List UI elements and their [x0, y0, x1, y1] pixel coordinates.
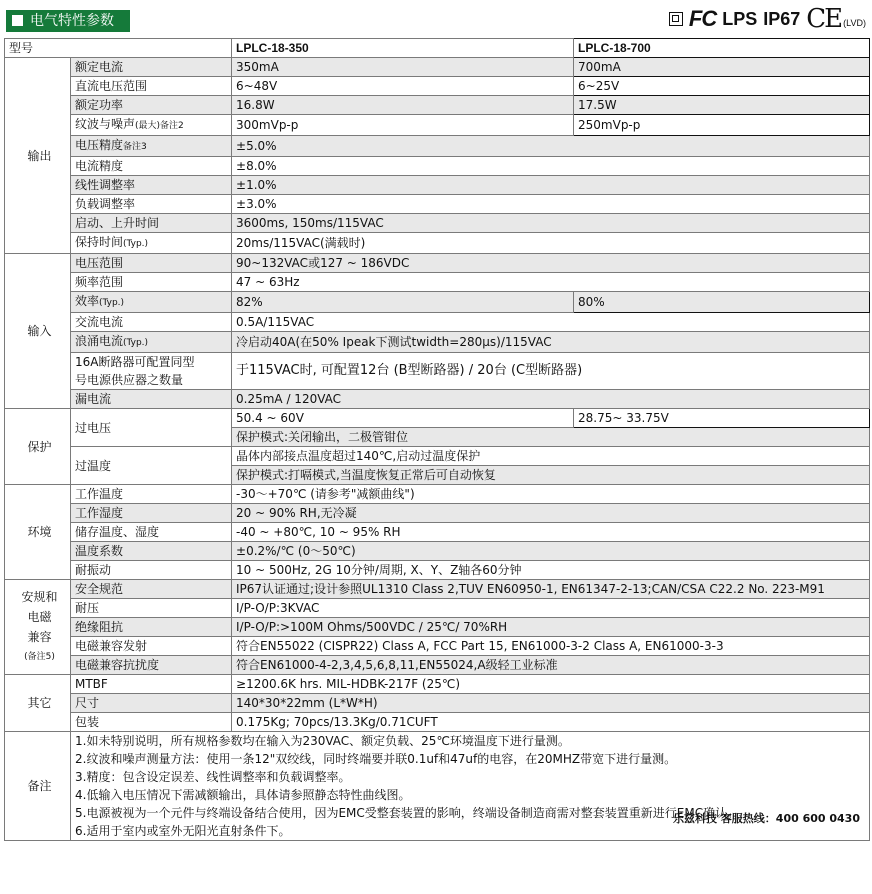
table-row: [5, 485, 870, 504]
row-value: 90~132VAC或127 ~ 186VDC: [232, 254, 870, 273]
table-row: [5, 656, 870, 675]
table-row: [5, 637, 870, 656]
table-row: [5, 618, 870, 637]
group-notes: 备注: [5, 732, 71, 841]
group-other: 其它: [5, 675, 71, 732]
row-value: I/P-O/P:>100M Ohms/500VDC / 25℃/ 70%RH: [232, 618, 870, 637]
table-row: [5, 96, 870, 115]
row-value: 于115VAC时, 可配置12台 (B型断路器) / 20台 (C型断路器): [232, 353, 870, 390]
table-row: [5, 542, 870, 561]
table-row: [5, 157, 870, 176]
model-label: 型号: [5, 39, 232, 58]
row-value: 保护模式:打嗝模式,当温度恢复正常后可自动恢复: [232, 466, 870, 485]
row-label: 电压精度备注3: [71, 136, 232, 157]
group-output: 输出: [5, 58, 71, 254]
row-value: ≥1200.6K hrs. MIL-HDBK-217F (25℃): [232, 675, 870, 694]
lvd-mark: (LVD): [843, 18, 866, 28]
row-label: 频率范围: [71, 273, 232, 292]
row-value: ±0.2%/℃ (0～50℃): [232, 542, 870, 561]
double-insulation-icon: [669, 12, 683, 26]
row-label: 启动、上升时间: [71, 214, 232, 233]
row-label: 交流电流: [71, 313, 232, 332]
table-row: [5, 58, 870, 77]
table-row: [5, 713, 870, 732]
row-value-b: 17.5W: [574, 96, 870, 115]
row-value-a: 300mVp-p: [232, 115, 574, 136]
table-row: [5, 273, 870, 292]
row-label: 安全规范: [71, 580, 232, 599]
lps-mark: LPS: [722, 8, 758, 29]
row-label: 尺寸: [71, 694, 232, 713]
row-value-a: 6~48V: [232, 77, 574, 96]
row-value: 0.5A/115VAC: [232, 313, 870, 332]
row-value: 符合EN55022 (CISPR22) Class A, FCC Part 15, EN61000-3-2 Class A, EN61000-3-3: [232, 637, 870, 656]
row-label: 电磁兼容抗扰度: [71, 656, 232, 675]
table-row: [5, 313, 870, 332]
row-value: -40 ~ +80℃, 10 ~ 95% RH: [232, 523, 870, 542]
row-value: 47 ~ 63Hz: [232, 273, 870, 292]
row-label: 过温度: [71, 447, 232, 485]
row-label: 保持时间(Typ.): [71, 233, 232, 254]
table-row: [5, 77, 870, 96]
row-label: 纹波与噪声(最大)备注2: [71, 115, 232, 136]
row-label: 温度系数: [71, 542, 232, 561]
table-row: [5, 694, 870, 713]
row-label: 工作温度: [71, 485, 232, 504]
row-label: 耐振动: [71, 561, 232, 580]
row-value: 冷启动40A(在50% Ipeak下测试twidth=280µs)/115VAC: [232, 332, 870, 353]
table-row: [5, 504, 870, 523]
table-row: [5, 115, 870, 136]
table-row: [5, 332, 870, 353]
row-label: 漏电流: [71, 390, 232, 409]
table-row: [5, 136, 870, 157]
table-row: [5, 409, 870, 428]
table-row: [5, 675, 870, 694]
section-title: 电气特性参数: [30, 13, 114, 29]
row-value: IP67认证通过;设计参照UL1310 Class 2,TUV EN60950-1, EN61347-2-13;CAN/CSA C22.2 No. 223-M91: [232, 580, 870, 599]
hotline-text: 乐兹科技 客服热线：400 600 0430: [672, 812, 860, 825]
row-value: 符合EN61000-4-2,3,4,5,6,8,11,EN55024,A级轻工业标准: [232, 656, 870, 675]
row-value-a: 82%: [232, 292, 574, 313]
row-value: 晶体内部接点温度超过140℃,启动过温度保护: [232, 447, 870, 466]
row-label: 额定功率: [71, 96, 232, 115]
row-value-b: 28.75~ 33.75V: [574, 409, 870, 428]
row-label: MTBF: [71, 675, 232, 694]
row-value-b: 6~25V: [574, 77, 870, 96]
fcc-mark: FC: [688, 6, 717, 31]
row-label: 浪涌电流(Typ.): [71, 332, 232, 353]
row-label: 额定电流: [71, 58, 232, 77]
note-item: 3.精度：包含设定误差、线性调整率和负载调整率。: [75, 770, 351, 784]
row-value: 10 ~ 500Hz, 2G 10分钟/周期, X、Y、Z轴各60分钟: [232, 561, 870, 580]
row-value: 140*30*22mm (L*W*H): [232, 694, 870, 713]
row-label: 包装: [71, 713, 232, 732]
row-label: 耐压: [71, 599, 232, 618]
row-label: 直流电压范围: [71, 77, 232, 96]
row-value: ±8.0%: [232, 157, 870, 176]
row-value-a: 50.4 ~ 60V: [232, 409, 574, 428]
row-label: 电磁兼容发射: [71, 637, 232, 656]
table-row: [5, 353, 870, 390]
row-value-b: 80%: [574, 292, 870, 313]
row-label: 电压范围: [71, 254, 232, 273]
note-item: 4.低输入电压情况下需减额输出，具体请参照静态特性曲线图。: [75, 788, 411, 802]
certification-marks: [669, 6, 866, 32]
table-row: [5, 447, 870, 466]
table-row: [5, 390, 870, 409]
row-label: 电流精度: [71, 157, 232, 176]
group-safety-emc: 安规和 电磁 兼容 (备注5): [5, 580, 71, 675]
table-row: [5, 292, 870, 313]
table-row: [5, 254, 870, 273]
ip67-mark: IP67: [763, 8, 801, 29]
square-icon: [12, 15, 23, 26]
row-value-a: 350mA: [232, 58, 574, 77]
table-row: [5, 195, 870, 214]
row-label: 储存温度、湿度: [71, 523, 232, 542]
group-environment: 环境: [5, 485, 71, 580]
group-protection: 保护: [5, 409, 71, 485]
row-value: 0.25mA / 120VAC: [232, 390, 870, 409]
row-label: 16A断路器可配置同型 号电源供应器之数量: [71, 353, 232, 390]
row-value: -30～+70℃ (请参考"减额曲线"): [232, 485, 870, 504]
row-value: ±3.0%: [232, 195, 870, 214]
row-value-b: 700mA: [574, 58, 870, 77]
table-row: [5, 214, 870, 233]
row-label: 过电压: [71, 409, 232, 447]
row-label: 工作湿度: [71, 504, 232, 523]
group-input: 输入: [5, 254, 71, 409]
row-value: I/P-O/P:3KVAC: [232, 599, 870, 618]
table-row: [5, 233, 870, 254]
row-label: 线性调整率: [71, 176, 232, 195]
row-value: ±1.0%: [232, 176, 870, 195]
section-header: [6, 10, 130, 32]
note-item: 6.适用于室内或室外无阳光直射条件下。: [75, 824, 291, 838]
model-a: LPLC-18-350: [232, 39, 574, 58]
row-value: 3600ms, 150ms/115VAC: [232, 214, 870, 233]
table-row: [5, 599, 870, 618]
table-row: [5, 561, 870, 580]
row-value-a: 16.8W: [232, 96, 574, 115]
note-item: 1.如未特别说明，所有规格参数均在输入为230VAC、额定负载、25℃环境温度下进行量测。: [75, 734, 570, 748]
row-value: 20ms/115VAC(满载时): [232, 233, 870, 254]
row-label: 绝缘阻抗: [71, 618, 232, 637]
row-label: 效率(Typ.): [71, 292, 232, 313]
ce-mark: CE: [806, 4, 842, 34]
row-value: 20 ~ 90% RH,无冷凝: [232, 504, 870, 523]
row-value: 0.175Kg; 70pcs/13.3Kg/0.71CUFT: [232, 713, 870, 732]
row-value: ±5.0%: [232, 136, 870, 157]
model-b: LPLC-18-700: [574, 39, 870, 58]
row-value-b: 250mVp-p: [574, 115, 870, 136]
row-label: 负载调整率: [71, 195, 232, 214]
spec-table: [4, 38, 870, 841]
table-row: [5, 580, 870, 599]
row-value: 保护模式:关闭输出，二极管钳位: [232, 428, 870, 447]
note-item: 5.电源被视为一个元件与终端设备结合使用，因为EMC受整套装置的影响，终端设备制造商需对整套装置重新进行EMC确认。: [75, 806, 740, 820]
table-row: [5, 523, 870, 542]
note-item: 2.纹波和噪声测量方法：使用一条12"双绞线，同时终端要并联0.1uf和47uf的电容，在20MHZ带宽下进行量测。: [75, 752, 677, 766]
model-row: [5, 39, 870, 58]
table-row: [5, 176, 870, 195]
